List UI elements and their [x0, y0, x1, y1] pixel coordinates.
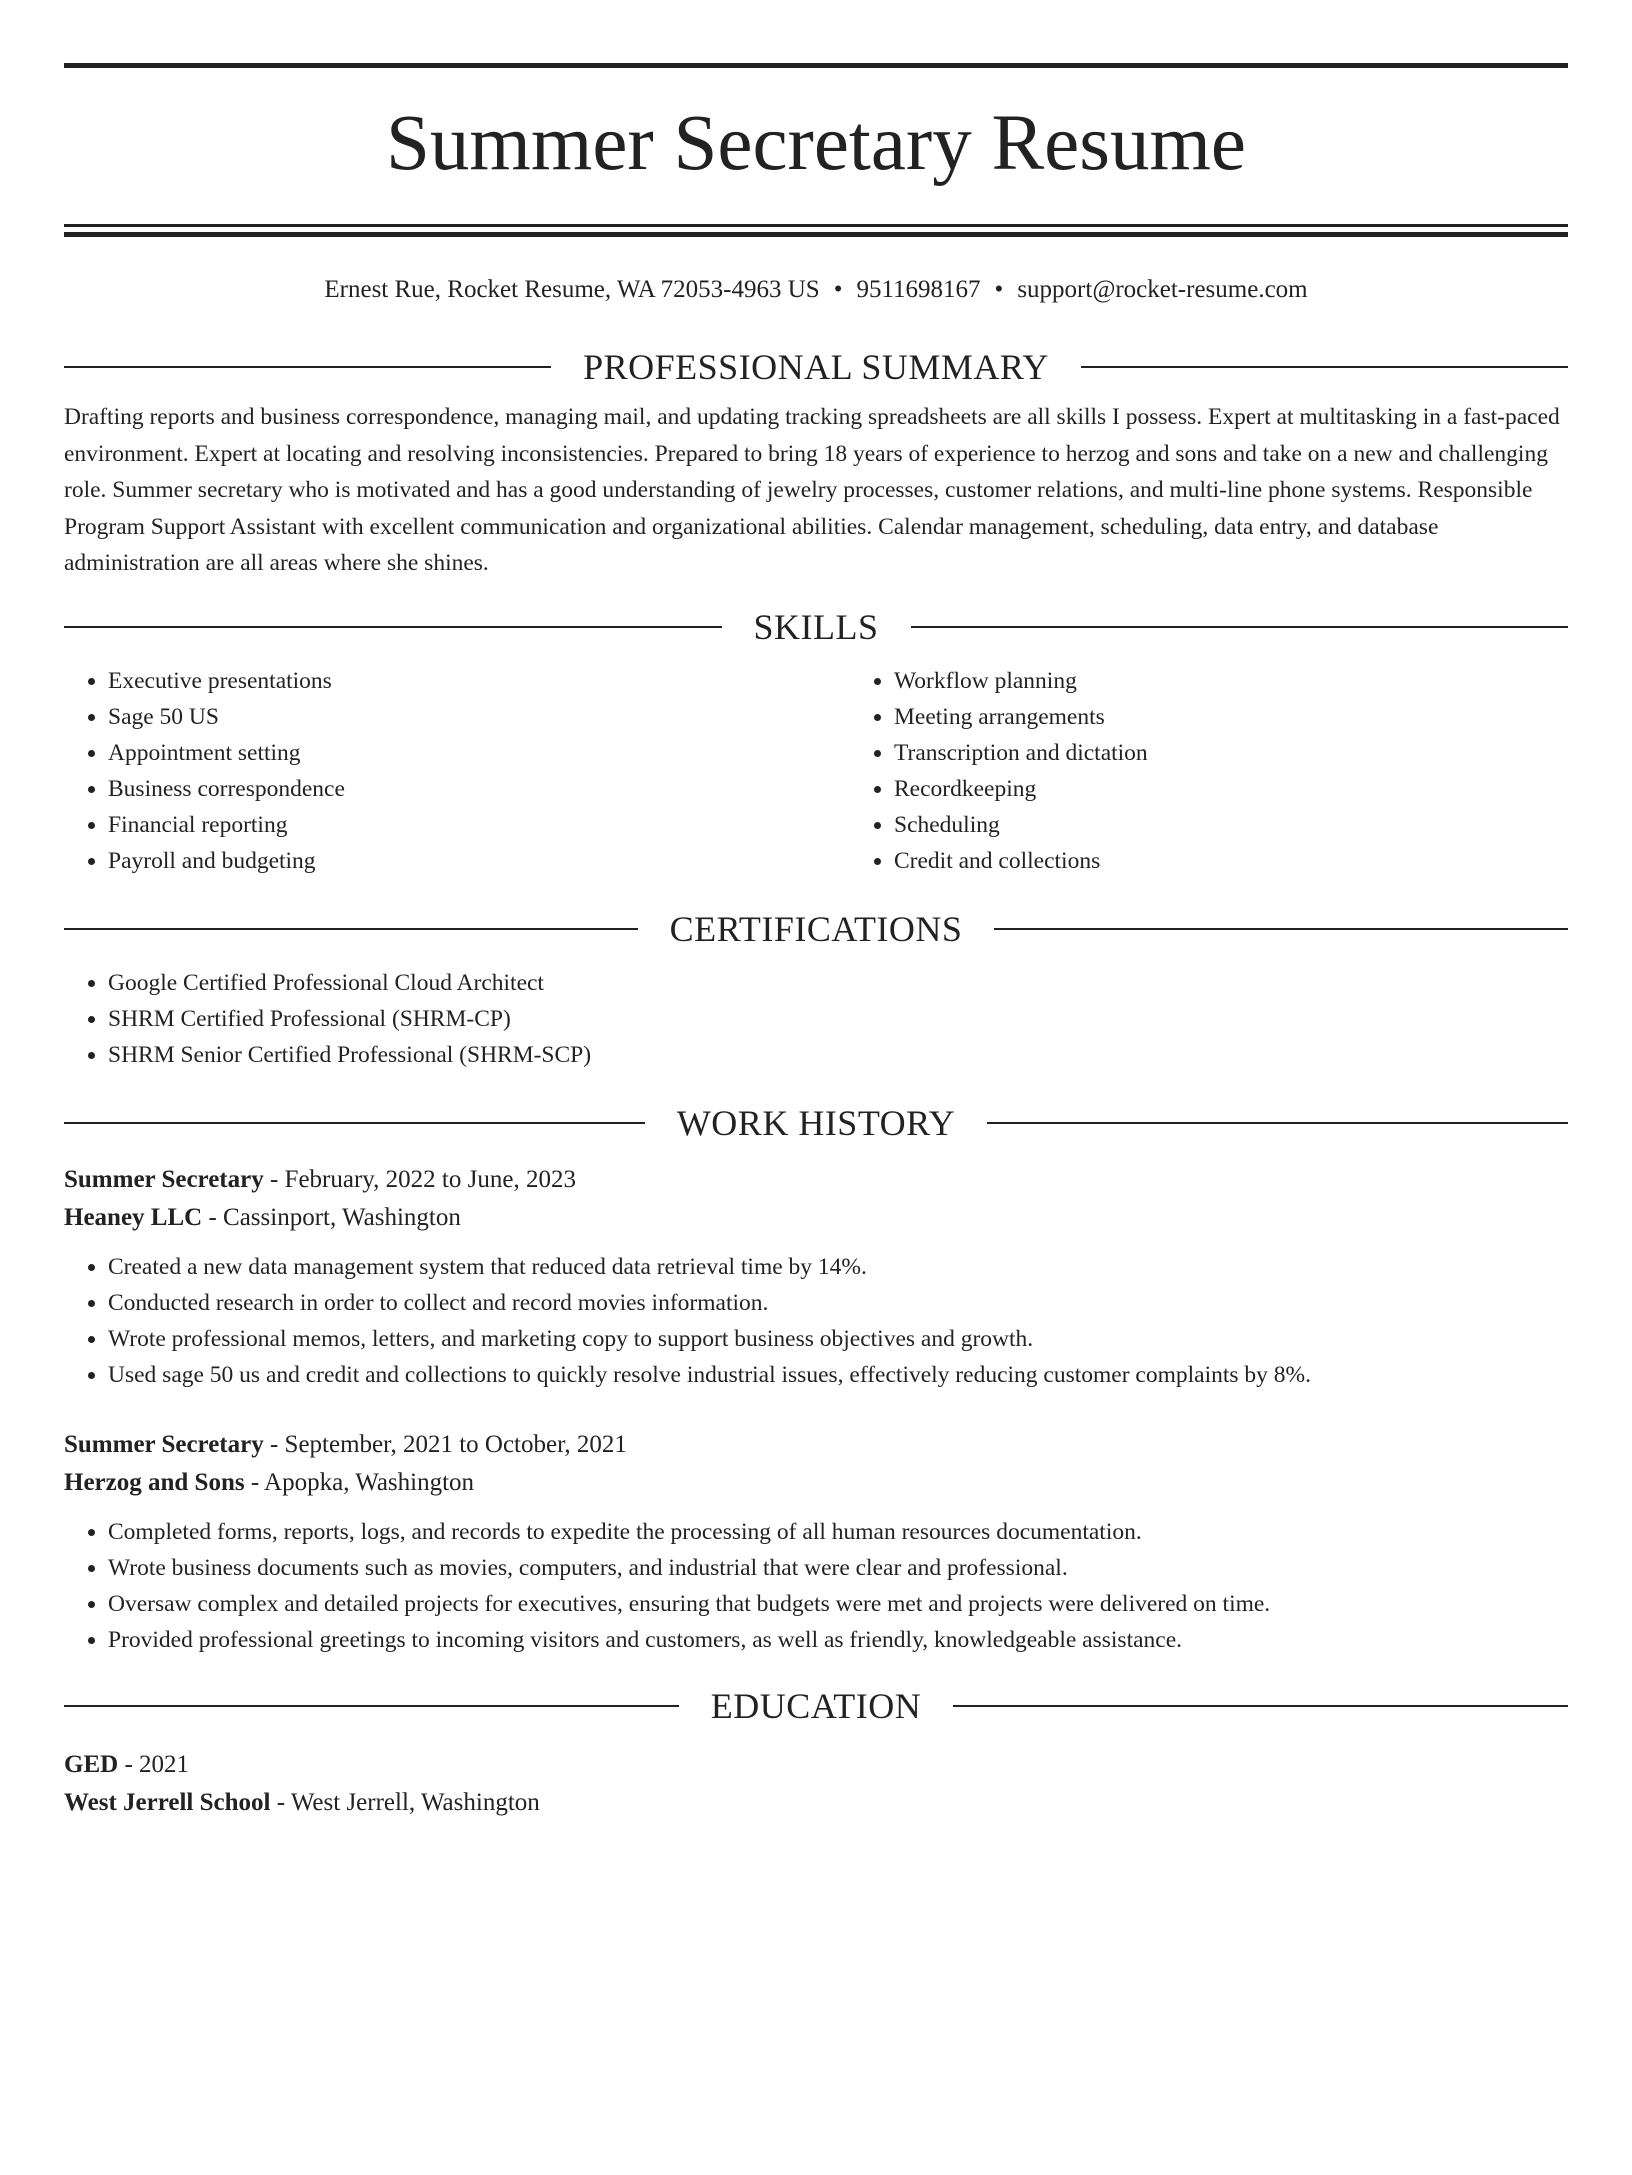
skill-item: • Scheduling — [894, 807, 1632, 843]
contact-email: support@rocket-resume.com — [1017, 276, 1308, 303]
skills-list-right — [850, 663, 1632, 879]
section-title: SKILLS — [753, 607, 879, 647]
certification-item: • SHRM Senior Certified Professional (SHRM-SCP) — [108, 1037, 1568, 1073]
job-title: Summer Secretary — [64, 1166, 264, 1193]
education-year: - 2021 — [118, 1751, 190, 1778]
contact-separator: • — [833, 276, 843, 303]
heading-rule — [64, 626, 722, 628]
job-company-line — [64, 1199, 1568, 1237]
education-school-line — [64, 1784, 1568, 1822]
education-school: West Jerrell School — [64, 1789, 271, 1816]
section-title: EDUCATION — [710, 1686, 922, 1726]
job-bullets — [64, 1249, 1568, 1393]
certifications-list — [64, 965, 1568, 1073]
job-company: Herzog and Sons — [64, 1469, 245, 1496]
resume-title: Summer Secretary Resume — [386, 100, 1246, 187]
section-title: CERTIFICATIONS — [669, 909, 963, 949]
skill-item: • Recordkeeping — [894, 771, 1632, 807]
heading-rule — [1081, 366, 1568, 368]
section-heading-certifications — [64, 907, 1568, 951]
skill-item: • Meeting arrangements — [894, 699, 1632, 735]
skill-item: • Business correspondence — [108, 771, 850, 807]
skill-item: • Sage 50 US — [108, 699, 850, 735]
job-entry — [64, 1161, 1568, 1393]
job-location: - Cassinport, Washington — [202, 1204, 461, 1231]
job-title: Summer Secretary — [64, 1431, 264, 1458]
section-title: PROFESSIONAL SUMMARY — [583, 347, 1049, 387]
job-bullet: • Wrote business documents such as movies, computers, and industrial that were clear and professional. — [108, 1550, 1568, 1586]
job-location: - Apopka, Washington — [244, 1469, 475, 1496]
job-bullet: • Completed forms, reports, logs, and records to expedite the processing of all human resources documentation. — [108, 1514, 1568, 1550]
education-degree: GED — [64, 1751, 119, 1778]
heading-rule — [911, 626, 1569, 628]
job-bullet: • Provided professional greetings to incoming visitors and customers, as well as friendly, knowledgeable assistance. — [108, 1622, 1568, 1658]
section-heading-skills — [64, 605, 1568, 649]
summary-paragraph: Drafting reports and business correspondence, managing mail, and updating tracking spreadsheets are all skills I possess. Expert at multitasking in a fast-paced environment. Expert at locating and resolving inconsistencies. Prepared to bring 18 years of experience to herzog and sons and take on a new and challenging role. Summer secretary who is motivated and has a good understanding of jewelry processes, customer relations, and multi-line phone systems. Responsible Program Support Assistant with excellent communication and organizational abilities. Calendar management, scheduling, data entry, and database administration are all areas where she shines. — [64, 404, 1560, 576]
job-bullet: • Wrote professional memos, letters, and marketing copy to support business objectives and growth. — [108, 1321, 1568, 1357]
heading-rule — [64, 366, 551, 368]
section-heading-work-history — [64, 1101, 1568, 1145]
contact-line — [64, 273, 1568, 307]
job-entry — [64, 1426, 1568, 1658]
job-company-line — [64, 1464, 1568, 1502]
skill-item: • Executive presentations — [108, 663, 850, 699]
contact-address: Ernest Rue, Rocket Resume, WA 72053-4963 US — [324, 276, 820, 303]
education-location: - West Jerrell, Washington — [270, 1789, 540, 1816]
contact-phone: 9511698167 — [856, 276, 981, 303]
education-entry — [64, 1746, 1568, 1822]
skills-grid — [64, 663, 1568, 879]
heading-rule — [953, 1705, 1568, 1707]
skill-item: • Appointment setting — [108, 735, 850, 771]
title-double-rule — [64, 224, 1568, 237]
top-rule — [64, 63, 1568, 68]
section-heading-education — [64, 1684, 1568, 1728]
section-title: WORK HISTORY — [676, 1103, 956, 1143]
section-heading-summary — [64, 345, 1568, 389]
job-title-line — [64, 1161, 1568, 1199]
skill-item: • Workflow planning — [894, 663, 1632, 699]
heading-rule — [64, 1705, 679, 1707]
heading-rule — [987, 1122, 1568, 1124]
job-bullet: • Oversaw complex and detailed projects for executives, ensuring that budgets were met and projects were delivered on time. — [108, 1586, 1568, 1622]
certification-item: • Google Certified Professional Cloud Architect — [108, 965, 1568, 1001]
heading-rule — [64, 928, 638, 930]
job-dates: - February, 2022 to June, 2023 — [263, 1166, 576, 1193]
education-degree-line — [64, 1746, 1568, 1784]
skill-item: • Payroll and budgeting — [108, 843, 850, 879]
heading-rule — [994, 928, 1568, 930]
skill-item: • Credit and collections — [894, 843, 1632, 879]
job-company: Heaney LLC — [64, 1204, 203, 1231]
heading-rule — [64, 1122, 645, 1124]
job-dates: - September, 2021 to October, 2021 — [263, 1431, 627, 1458]
skill-item: • Transcription and dictation — [894, 735, 1632, 771]
skills-list-left — [64, 663, 850, 879]
resume-page — [0, 63, 1632, 2175]
skill-item: • Financial reporting — [108, 807, 850, 843]
certification-item: • SHRM Certified Professional (SHRM-CP) — [108, 1001, 1568, 1037]
job-bullet: • Used sage 50 us and credit and collections to quickly resolve industrial issues, effectively reducing customer complaints by 8%. — [108, 1357, 1568, 1393]
job-bullets — [64, 1514, 1568, 1658]
job-bullet: • Conducted research in order to collect and record movies information. — [108, 1285, 1568, 1321]
job-bullet: • Created a new data management system that reduced data retrieval time by 14%. — [108, 1249, 1568, 1285]
job-title-line — [64, 1426, 1568, 1464]
contact-separator: • — [994, 276, 1004, 303]
